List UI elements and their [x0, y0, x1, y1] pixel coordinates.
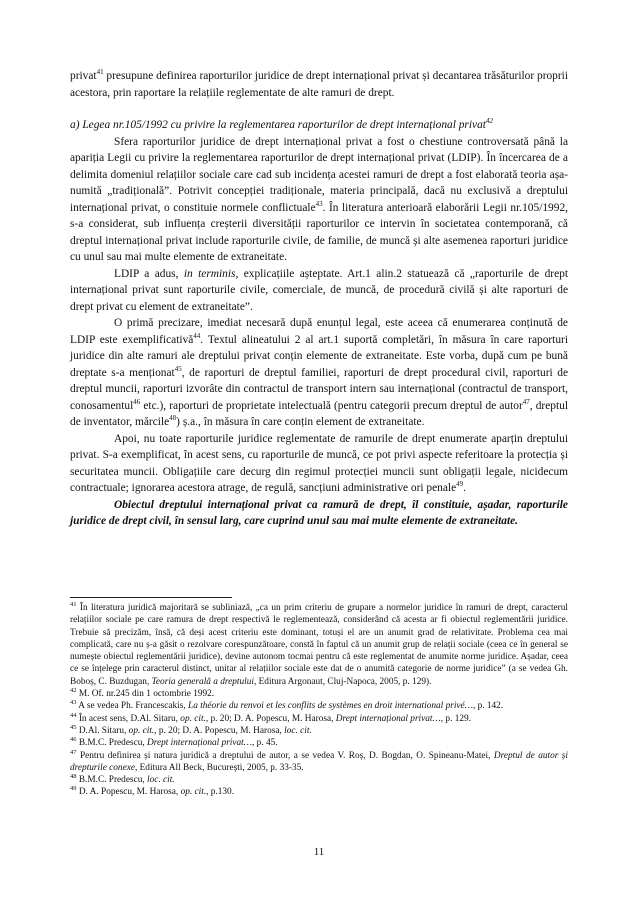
text-run: , p. 129.	[440, 713, 471, 724]
text-run: În acest sens, D.Al. Sitaru,	[76, 713, 181, 724]
footnote-number: 47	[70, 748, 77, 756]
text-run: D.Al. Sitaru,	[76, 725, 129, 736]
footnote-number: 41	[70, 600, 77, 608]
paragraph	[70, 315, 568, 431]
footnote	[70, 774, 568, 786]
main-text	[70, 68, 568, 530]
text-run: , p.130.	[206, 787, 235, 798]
text-run-italic: op. cit.	[180, 713, 206, 724]
paragraph	[70, 431, 568, 497]
conclusion-paragraph: Obiectul dreptului internațional privat ca ramură de drept, îl constituie, așadar, raporturile juridice de drept civil, în sensul larg, care cuprind unul sau mai multe elemente de extraneitate.	[70, 498, 568, 527]
section-heading	[70, 117, 568, 134]
footnote-number: 43	[70, 699, 77, 707]
footnote-number: 48	[70, 773, 77, 781]
text-run: , p. 20; D. A. Popescu, M. Harosa,	[205, 713, 336, 724]
paragraph	[70, 266, 568, 316]
text-run: , p. 45.	[252, 738, 278, 749]
footnote-ref[interactable]: 42	[485, 117, 493, 126]
text-run: , Editura All Beck, București, 2005, p. 33-35.	[134, 762, 304, 773]
footnotes	[70, 602, 568, 799]
footnote-ref[interactable]: 47	[522, 397, 530, 406]
footnote-ref[interactable]: 44	[193, 331, 201, 340]
text-run: D. A. Popescu, M. Harosa,	[76, 787, 181, 798]
heading-text: a) Legea nr.105/1992 cu privire la reglementarea raporturilor de drept internațional privat	[70, 119, 486, 131]
footnote	[70, 688, 568, 700]
footnote-number: 45	[70, 723, 77, 731]
footnote	[70, 786, 568, 798]
footnote-ref[interactable]: 41	[96, 68, 104, 77]
text-run: .	[463, 482, 467, 494]
footnote-separator	[70, 597, 232, 598]
footnote-number: 42	[70, 686, 77, 694]
text-run: A se vedea Ph. Francescakis,	[76, 701, 189, 712]
text-run: O primă precizare, imediat necesară după enunțul legal, este aceea că enumerarea conținută de LDIP este exemplificativă	[70, 317, 568, 346]
footnote-number: 44	[70, 711, 77, 719]
text-run: . În literatura anterioară elaborării Legii nr.105/1992, s-a considerat, sub influența creșterii diversității raporturilor ce intervin în societatea contemporană, că dreptul internațional privat include raporturile civile, de familie, de muncă și alte asemenea raporturi juridice cu unul sau mai multe elemente de extraneitate.	[70, 201, 568, 263]
text-run-italic: op. cit.	[128, 725, 155, 736]
text-run-italic: Drept internațional privat…	[335, 713, 441, 724]
footnote-number: 49	[70, 785, 77, 793]
text-run: etc.), raporturi de proprietate intelectuală (pentru categorii precum dreptul de autor	[140, 399, 523, 412]
text-run-italic: La théorie du renvoi et les conflits de systèmes en droit international privé…	[188, 701, 473, 712]
footnote	[70, 725, 568, 737]
text-run: , p. 20; D. A. Popescu, M. Harosa,	[154, 725, 285, 736]
text-run-italic: Drept internațional privat…	[147, 738, 253, 749]
text-run: Apoi, nu toate raporturile juridice reglementate de ramurile de drept enumerate aparțin dreptului privat. S-a exemplificat, în acest sens, cu raporturile de muncă, ce pot privi aspecte referitoare la protecția și securitatea muncii. Obligațiile care decurg din regimul protecției muncii sunt obligații legale, nicidecum contractuale; ignorarea acestora atrage, de regulă, sancțiuni administrative ori penale	[70, 432, 568, 494]
footnote	[70, 602, 568, 688]
text-run: , dreptul de inventator, mărcile	[70, 399, 568, 428]
text-run: , p. 142.	[472, 701, 504, 712]
footnote	[70, 700, 568, 712]
text-run-italic: loc. cit.	[284, 725, 312, 736]
footnote-ref[interactable]: 43	[315, 199, 323, 208]
text-run: B.M.C. Predescu,	[76, 738, 147, 749]
text-run: privat	[70, 70, 97, 82]
text-run: LDIP a adus,	[114, 267, 184, 280]
text-run: , Editura Argonaut, Cluj-Napoca, 2005, p. 129).	[253, 676, 432, 687]
text-run: Sfera raporturilor juridice de drept internațional privat a fost o chestiune controversată până la apariția Legii cu privire la reglementarea raporturilor de drept internațional privat (LDIP). În încercarea de a delimita domeniul relațiilor sociale care cad sub incidența acestei ramuri de drept a fost elaborată teoria așa-numită „tradițională”. Potrivit concepției tradiționale, materia principală, dacă nu exclusivă a dreptului internațional privat, o constituie normele conflictuale	[70, 135, 568, 214]
footnote	[70, 750, 568, 775]
footnote-ref[interactable]: 48	[169, 414, 177, 423]
text-run-italic: loc. cit.	[147, 775, 175, 786]
text-run: M. Of. nr.245 din 1 octombrie 1992.	[76, 689, 215, 700]
footnote-number: 46	[70, 736, 77, 744]
text-run: presupune definirea raporturilor juridice de drept internațional privat și decantarea trăsăturilor proprii acestora, prin raportare la relațiile reglementate de alte ramuri de drept.	[70, 70, 568, 99]
footnote-ref[interactable]: 46	[133, 397, 141, 406]
footnote	[70, 713, 568, 725]
text-run-italic: op. cit.	[180, 787, 207, 798]
text-run-italic: Dreptul de autor și drepturile conexe	[70, 750, 568, 773]
text-run: , explicațiile așteptate. Art.1 alin.2 statuează că „raporturile de drept internațional privat sunt raporturile civile, comerciale, de muncă, de procedură civilă și alte raporturi de drept privat cu element de extraneitate”.	[70, 267, 568, 313]
paragraph	[70, 68, 568, 101]
page-number: 11	[313, 846, 325, 858]
footnote-ref[interactable]: 49	[456, 480, 464, 489]
footnote-ref[interactable]: 45	[174, 364, 182, 373]
text-run: ) ș.a., în măsura în care conțin element de extraneitate.	[176, 416, 425, 428]
text-run: . Textul alineatului 2 al art.1 suportă completări, în măsura în care raporturi juridice din alte ramuri ale dreptului privat conțin elemente de extraneitate. Este vorba, după cum pe bună dreptate s-a menționat	[70, 333, 569, 379]
text-run-italic: Teoria generală a dreptului	[151, 676, 254, 687]
footnote	[70, 737, 568, 749]
text-run: În literatura juridică majoritară se subliniază, „ca un prim criteriu de grupare a normelor juridice în ramuri de drept, caracterul relațiilor sociale pe care ramura de drept respectivă le reglementează, considerând că acesta ar fi obiectul reglementării juridice. Trebuie să precizăm, însă, că deși acest criteriu este dominant, totuși el are un anumit grad de relativitate. Problema cea mai complicată, care nu ș-a găsit o rezolvare corespunzătoare, constă în faptul că un anumit grup de relații sociale (ceea ce în general se numește obiectul reglementării juridice), devine autonom tocmai pentru că este reglementat de anumite norme juridice. Așadar, ceea ce se înțelege prin caracterul distinct, unitar al relațiilor sociale este dat de o anumită categorie de norme juridice” (a se vedea Gh. Boboș, C. Buzdugan,	[70, 603, 568, 687]
text-run: B.M.C. Predescu,	[76, 775, 147, 786]
text-run: Pentru definirea și natura juridică a dreptului de autor, a se vedea V. Roș, D. Bogdan, O. Spineanu-Matei,	[76, 750, 494, 761]
text-run: , de raporturi de dreptul familiei, raporturi de drept procedural civil, raporturi de dreptul muncii, raporturi izvorâte din contractul de transport intern sau internațional (contractul de transport, conosamentul	[70, 366, 568, 412]
text-run-italic: in terminis	[183, 267, 236, 280]
paragraph	[70, 134, 568, 266]
